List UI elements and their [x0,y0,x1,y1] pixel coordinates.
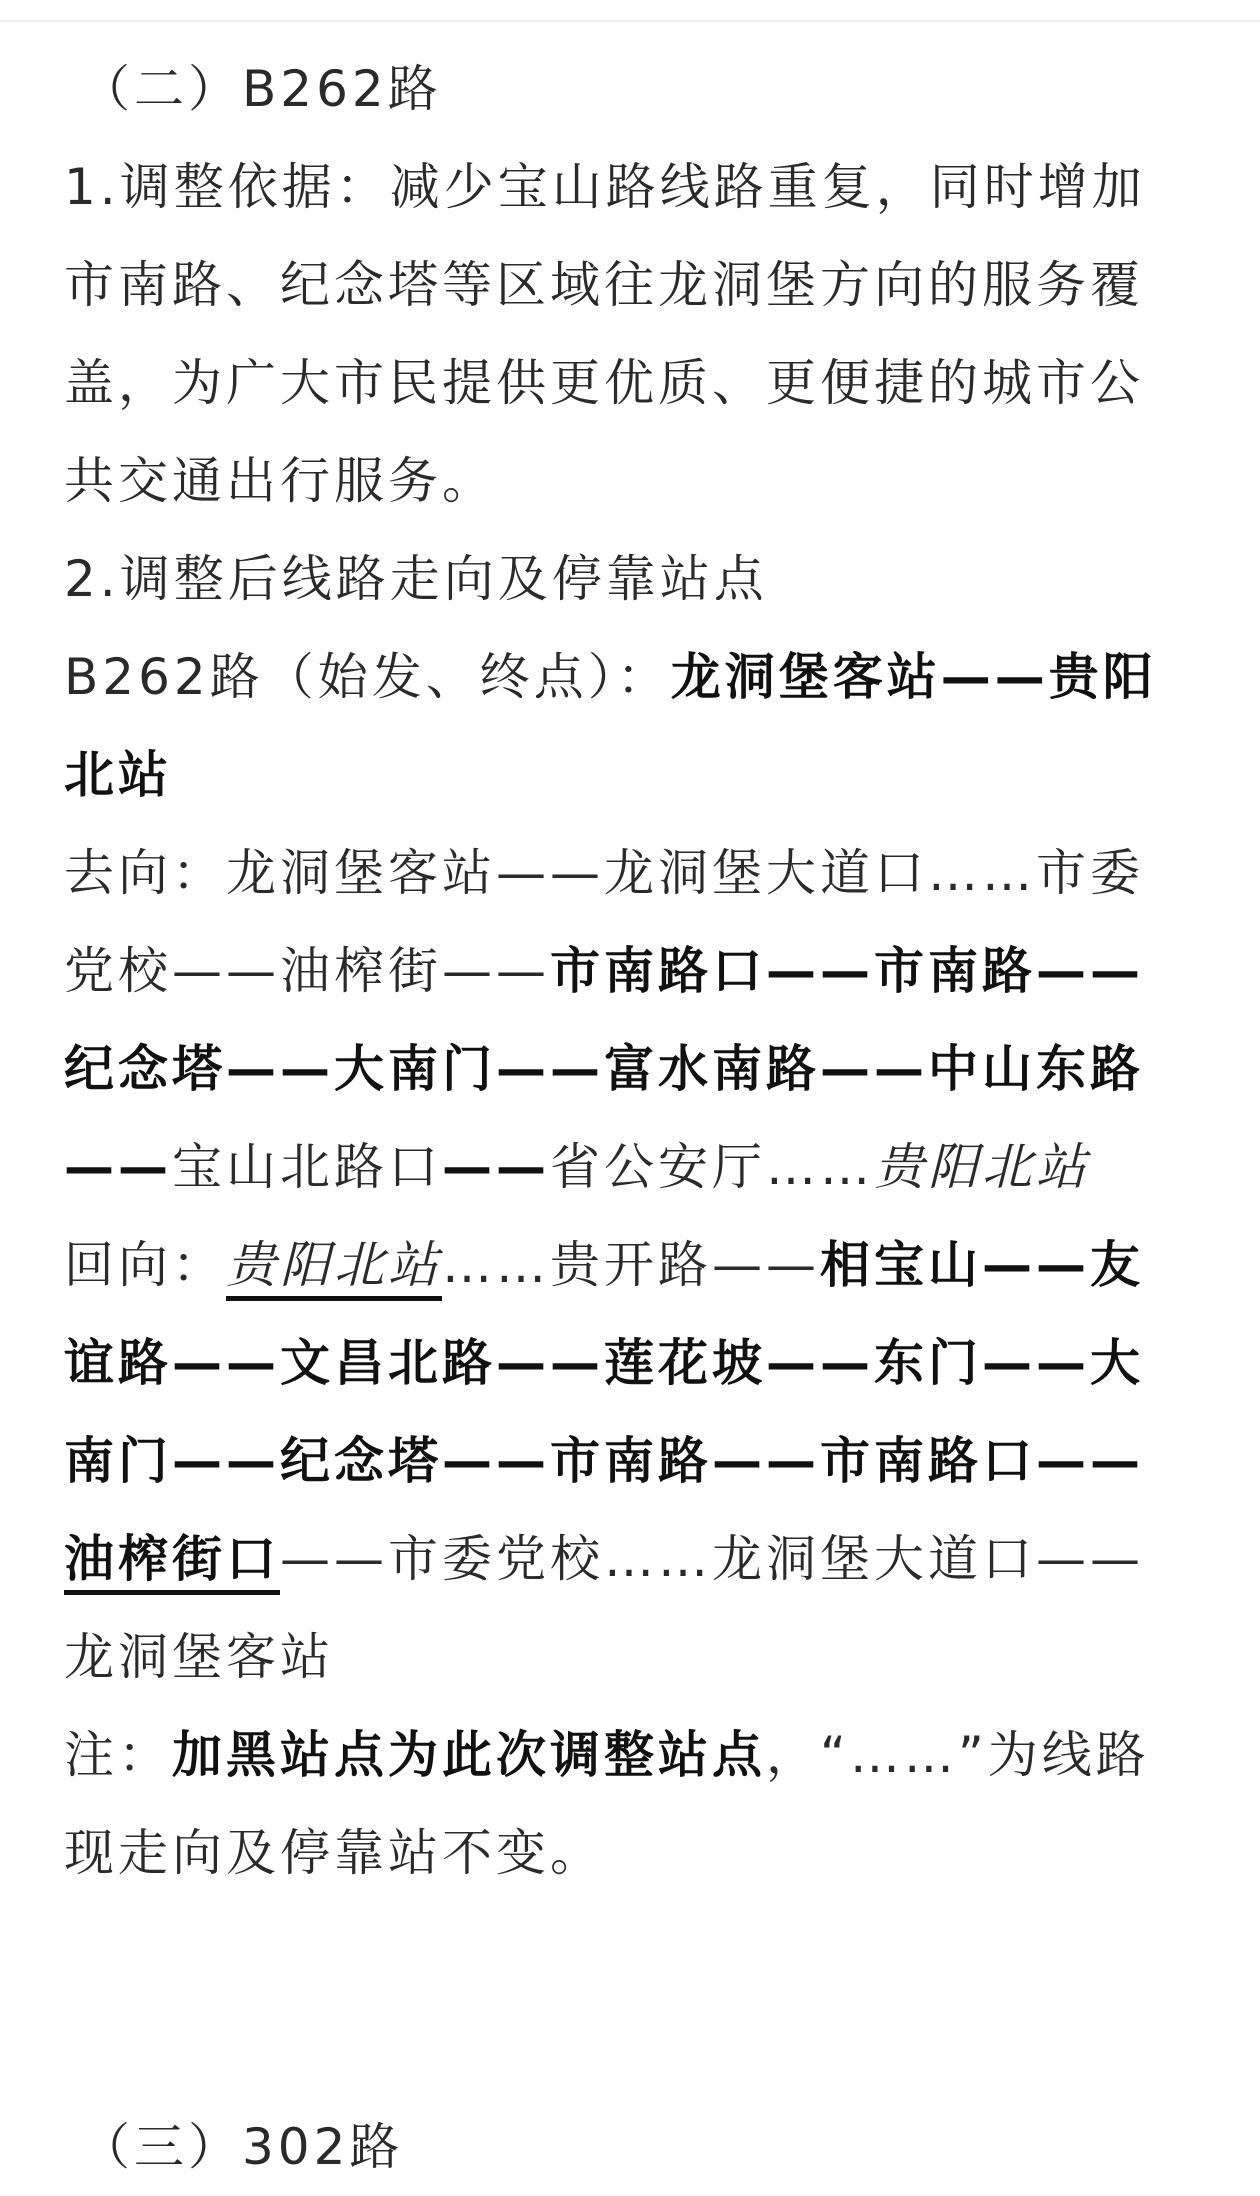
basis-line-2: 市南路、纪念塔等区域往龙洞堡方向的服务覆 [64,256,1144,314]
outbound-line-4 [64,1118,1199,1216]
outbound-dash-2: —— [442,1138,550,1196]
outbound-line-3: 纪念塔——大南门——富水南路——中山东路 [64,1040,1144,1098]
return-line-2: 谊路——文昌北路——莲花坡——东门——大 [64,1334,1144,1392]
return-start-link[interactable]: 贵阳北站 [226,1236,442,1294]
terminal-stations: 龙洞堡客站——贵阳 [670,648,1157,706]
basis-line-3: 盖，为广大市民提供更优质、更便捷的城市公 [64,354,1144,412]
return-unchanged-stops: ……贵开路—— [442,1236,820,1294]
outbound-line-2 [64,922,1199,1020]
outbound-unchanged-stops: 党校——油榨街—— [64,942,550,1000]
terminal-line-2: 北站 [64,746,172,804]
outbound-stop-baoshan: 宝山北路口 [172,1138,442,1196]
return-label: 回向： [64,1236,226,1294]
top-divider [0,20,1260,22]
article-body [64,40,1199,2196]
outbound-terminal: 贵阳北站 [874,1138,1090,1196]
return-line-3: 南门——纪念塔——市南路——市南路口—— [64,1432,1144,1490]
return-stop-link[interactable]: 油榨街口 [64,1530,280,1588]
section-heading-b262: （二）B262路 [80,60,442,118]
outbound-adjusted-stops: 市南路口——市南路—— [550,942,1144,1000]
note-normal-text: ，“……”为线路 [766,1726,1150,1784]
return-line-5: 龙洞堡客站 [64,1628,334,1686]
return-adjusted-stops: 相宝山——友 [820,1236,1144,1294]
outbound-stop-police: 省公安厅…… [550,1138,874,1196]
basis-line-1: 1.调整依据：减少宝山路线路重复，同时增加 [64,158,1146,216]
note-line-2: 现走向及停靠站不变。 [64,1824,604,1882]
route-subheading: 2.调整后线路走向及停靠站点 [64,550,768,608]
note-label: 注： [64,1726,172,1784]
basis-line-4: 共交通出行服务。 [64,452,496,510]
terminal-line-1 [64,628,1199,726]
return-line-4 [64,1510,1199,1608]
outbound-dash-1: —— [64,1138,172,1196]
return-remaining-stops: ——市委党校……龙洞堡大道口—— [280,1530,1144,1588]
section-heading-302: （三）302路 [80,2118,404,2176]
note-bold-text: 加黑站点为此次调整站点 [172,1726,766,1784]
section-spacer [64,1902,1199,2098]
note-line-1 [64,1706,1199,1804]
terminal-prefix: B262路（始发、终点）： [64,648,671,706]
return-line-1 [64,1216,1199,1314]
outbound-line-1: 去向：龙洞堡客站——龙洞堡大道口……市委 [64,844,1144,902]
